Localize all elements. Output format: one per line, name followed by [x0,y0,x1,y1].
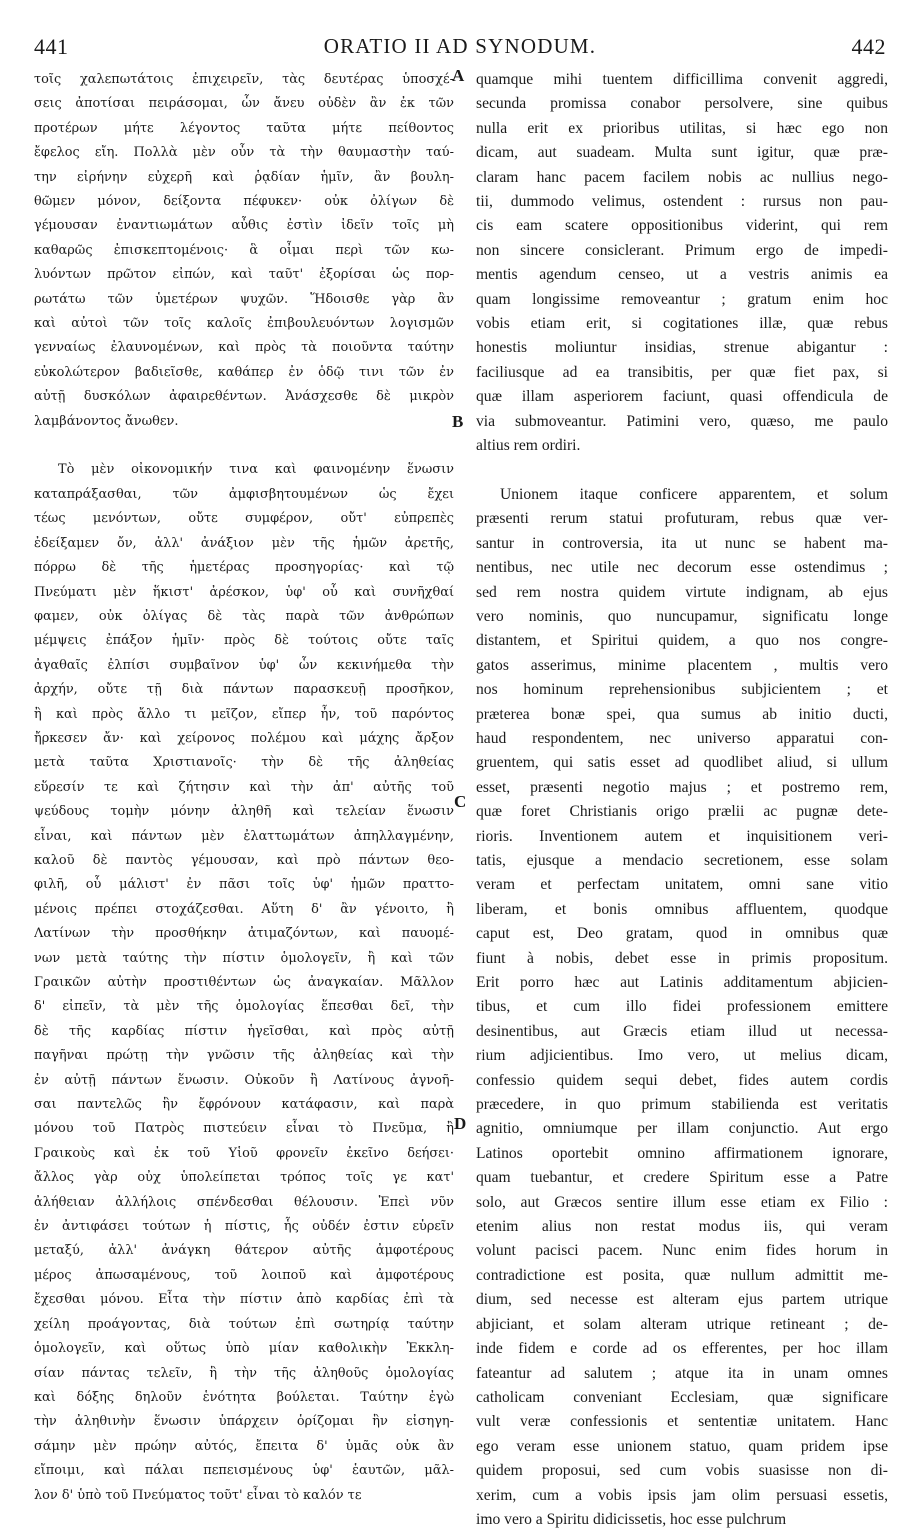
greek-text-line: ἤρκεσεν ἄν· καὶ χείρονος πολέμου καὶ μάχης ἄρξον [34,730,454,746]
paragraph-gap [34,434,454,458]
latin-text-line: præterea bonæ spei, qua sumus ab initio ducti, [476,705,888,723]
latin-text-line: non sincere consiclerant. Primum ergo de impedi- [476,241,888,259]
greek-text-line: ἀλήθειαν ἀλλήλοις σπένδεσθαι θέλουσιν. Ἐπεὶ νῦν [34,1194,454,1210]
latin-text-line: præsenti rerum statui profuturam, rebus quæ ver- [476,510,888,528]
latin-text-line: xerim, cum a vobis ipsis jam olim persuasi essetis, [476,1486,888,1504]
greek-text-line: δ' εἰπεῖν, τὰ μὲν τῆς ὁμολογίας ἕπεσθαι δεῖ, τὴν [34,999,454,1015]
greek-text-line: Λατίνων τὴν προσθήκην ἀτιμαζόντων, καὶ παυομέ- [34,926,454,942]
latin-text-line: quamque mihi tuentem difficillima convenit aggredi, [476,71,888,88]
greek-text-line: φαμεν, οὐκ ὀλίγας δὲ τὰς παρὰ τῶν ἀνθρώπων [34,608,454,624]
latin-text-line: nentibus, nec utile nec decorum esse ostendimus ; [476,559,888,577]
greek-text-line: γέμουσαν ἐναντιωμάτων αὖθις ἐστὶν ἰδεῖν τοῖς μὴ [34,218,454,234]
section-marker-d: D [454,1114,467,1133]
greek-text-line: μετὰ ταῦτα Χριστιανοῖς· τὴν δὲ τῆς ἀληθείας [34,755,454,771]
latin-text-line: mentis agendum censeo, ut a vestris animis ea [476,266,888,284]
latin-text-line: sed rem nostra quidem virtute indignam, ab ejus [476,583,888,601]
latin-text-line: cis eam scatere oppositionibus viderint, qui rem [476,217,888,235]
latin-text-line: Erit porro hæc aut Latinis additamentum abjicien- [476,974,888,992]
greek-text-line: φιλῆ, οὗ μάλιστ' ἐν πᾶσι τοῖς ὑφ' ἡμῶν πραττο- [34,877,454,893]
latin-column [476,68,888,1532]
greek-text-line: θῶμεν μόνον, δείξοντα πέφυκεν· οὐκ ὀλίγων δὲ [34,194,454,210]
latin-text-line: vobis etiam erit, si cogitationes illæ, quæ rebus [476,315,888,333]
latin-text-line: quidem proposui, sed cum vobis suasisse non di- [476,1462,888,1480]
greek-text-line: σίαν πάντας τελεῖν, ἣ τὴν τῆς ἀληθοῦς ὁμολογίας [34,1365,454,1381]
greek-text-line: σεις ἀποτίσαι πειράσομαι, ὧν ἄνευ οὐδὲν ἂν ἐκ τῶν [34,96,454,112]
section-marker-b: B [452,412,464,431]
section-marker-a: A [452,66,465,85]
latin-text-line: etenim alius non restat modus iis, qui veram [476,1218,888,1236]
greek-text-line: τοῖς χαλεπωτάτοις ἐπιχειρεῖν, τὰς δευτέρας ὑποσχέ- [34,72,454,87]
greek-text-line: προτέρων μήτε λέγοντος ταῦτα μήτε πείθοντος [34,120,454,136]
latin-text-line: vero nominis, quo nuncupamur, significatu longe [476,607,888,625]
latin-text-line: claram hanc pacem facilem nobis ac nullius nego- [476,168,888,186]
latin-text-line: volunt pacisci pacem. Nunc enim fides horum in [476,1242,888,1260]
latin-text-line: via submoveantur. Patimini vero, quæso, me paulo [476,412,888,430]
latin-text-line: solo, aut Græcos sentire illum esse etiam ex Filio : [476,1193,888,1211]
greek-text-line: δὲ τῆς καρδίας πίστιν ἡγεῖσθαι, καὶ πρὸς αὐτῇ [34,1023,454,1039]
greek-text-line: ἐν αὐτῇ πάντων ἕνωσιν. Οὐκοῦν ἢ Λατίνους ἀγνοῆ- [34,1072,454,1088]
greek-text-line: γενναίως ἐλαυνομένων, καὶ πρὸς τὰ ποιοῦντα ταύτην [34,340,454,356]
latin-text-line: contradictione est posita, quæ nullum admittit me- [476,1266,888,1284]
latin-text-line: dium, sed necesse est alteram ejus partem utrique [476,1291,888,1309]
latin-text-line: santur in controversia, ita ut nunc se habent ma- [476,534,888,552]
greek-text-line: ἐν ἀντιφάσει τούτων ἡ πίστις, ἧς οὐδέν ἐστιν εὑρεῖν [34,1219,454,1235]
latin-text-line: altius rem ordiri. [476,437,581,455]
latin-text-line: agnitio, omniumque per illam conjunctio. Aut ergo [476,1120,888,1138]
greek-text-line: ἀρχήν, οὔτε τῇ διὰ πάντων παρασκευῇ προσῆκον, [34,682,454,698]
latin-text-line: veram et perfectam unitatem, omni sane vitio [476,876,888,894]
greek-text-line: μένοις πρέπει στοχάζεσθαι. Αὕτη δ' ἂν γένοιτο, ἢ [34,901,454,917]
paragraph-gap [476,459,888,483]
greek-text-line: Γραικοὺς καὶ ἐκ τοῦ Υἱοῦ φρονεῖν ἐκεῖνο δεήσει· [34,1145,454,1161]
latin-text-line: quam longissime removeantur ; gratum enim hoc [476,290,888,308]
greek-text-line: μόνου τοῦ Πατρὸς πιστεύειν εἶναι τὸ Πνεῦμα, ἢ [34,1121,454,1137]
latin-text-line: liberam, et bonis omnibus affluentem, quodque [476,900,888,918]
latin-text-line: rium adjicientibus. Imo vero, ut melius dicam, [476,1047,888,1065]
greek-text-line: λον δ' ὑπὸ τοῦ Πνεύματος τοῦτ' εἶναι τὸ καλόν τε [34,1487,362,1503]
latin-text-line: desinentibus, aut Græcis etiam illud ut necessa- [476,1022,888,1040]
greek-text-line: λαμβάνοντος ἄνωθεν. [34,413,179,429]
greek-text-line: εὕρεσίν τε καὶ ζήτησιν καὶ τὴν ἀπ' αὐτῆς τοῦ [34,779,454,795]
latin-text-line: haud respondentem, nec universo apparatui con- [476,729,888,747]
greek-text-line: Τὸ μὲν οἰκονομικήν τινα καὶ φαινομένην ἕνωσιν [58,462,454,478]
greek-text-line: εὐκολώτερον βαδιεῖσθε, καθάπερ ἐν ὁδῷ τινι τῶν ἐν [34,364,454,380]
page-number-left: 441 [34,34,69,59]
latin-text-line: abjiciant, et solam alteram utrique retineant ; de- [476,1315,888,1333]
greek-text-line: εἴποιμι, καὶ πάλαι πεπεισμένους ὑφ' ἑαυτῶν, μᾶλ- [34,1463,454,1479]
greek-text-line: την εἰρήνην εὐχερῆ καὶ ῥᾳδίαν ἡμῖν, ἂν βουλη- [34,169,454,185]
greek-text-line: καλοῦ δὲ παντὸς γέμουσαν, καὶ πρὸ πάντων θεο- [34,852,454,868]
greek-text-line: ὁμολογεῖν, καὶ οὕτως ὑπὸ μίαν καθολικὴν Ἐκκλη- [34,1341,454,1357]
latin-text-line: nos hominum reprehensionibus subjicientem ; et [476,681,888,699]
greek-text-line: μέρος ἀπωσαμένους, τοῦ λοιποῦ καὶ ἀμφοτέρους [34,1267,454,1283]
greek-text-line: ἔφελος εἴη. Πολλὰ μὲν οὖν τὰ τὴν θαυμαστὴν ταύ- [34,145,454,161]
latin-text-line: gatos asserimus, minime placentem , multis vero [476,656,888,674]
greek-text-line: ρωτάτω τῶν ὑμετέρων ψυχῶν. Ἥδοισθε γὰρ ἂν [34,291,454,307]
greek-text-line: σαι παντελῶς ἣν ἔφρόνουν κατάφασιν, καὶ παρὰ [34,1097,454,1113]
latin-text-line: præcedere, in quo primum stabilienda est veritatis [476,1096,888,1114]
greek-text-line: μέμψεις ἐπάξον ἡμῖν· πρὸς δὲ τούτοις οὔτε ταῖς [34,633,454,649]
page-number-right: 442 [851,34,886,59]
greek-text-line: ἄλλος γὰρ οὐχ ὑπολείπεται τρόπος τοῖς γε κατ' [34,1170,454,1186]
greek-text-line: ἐδείξαμεν ὄν, ἀλλ' ἀνάξιον μὲν τῆς ἡμῶν ἀρετῆς, [34,535,454,551]
latin-text-line: vult veræ confessionis et sententiæ unitatem. Hanc [476,1413,888,1431]
latin-text-line: quam tuebantur, et credere Spiritum esse a Patre [476,1169,888,1187]
page-header [34,34,886,64]
greek-text-line: τὴν ἀληθινὴν ἕνωσιν ὑπάρχειν ὁρίζομαι ἣν εἰσηγη- [34,1414,454,1430]
greek-text-line: ἔχεσθαι μόνου. Εἶτα τὴν πίστιν ἀπὸ καρδίας ἐπὶ τὰ [34,1292,454,1308]
greek-text-line: χείλη προάγοντας, διὰ τούτων ἐπὶ σωτηρίᾳ ταύτην [34,1316,454,1332]
latin-text-line: dicam, aut suadeam. Multa sunt igitur, quæ præ- [476,144,888,162]
latin-text-line: fateantur ad salutem ; atque ita in unam omnes [476,1364,888,1382]
latin-text-line: faciliusque ad ea transibitis, per quæ fiet pax, si [476,363,888,381]
greek-text-line: ἢ καὶ πρὸς ἄλλο τι μεῖζον, εἴπερ ἦν, τοῦ παρόντος [34,706,454,722]
greek-text-line: ἀγαθαῖς ἐλπίσι συμβαῖνον ὑφ' ὧν κεκινήμεθα τὴν [34,657,454,673]
section-marker-c: C [454,792,467,811]
latin-text-line: ego veram esse unionem statuo, quam pridem ipse [476,1437,888,1455]
latin-text-line: fiunt à nobis, debet esse in primis propositum. [476,949,888,967]
greek-text-line: τέως μενόντων, οὔτε συμφέρον, οὔτ' εὐπρεπὲς [34,511,454,527]
greek-text-line: σάμην μὲν πρώην αὐτός, ἔπειτα δ' ὑμᾶς οὐκ ἂν [34,1438,454,1454]
latin-text-line: gruentem, qui satis esset ad quodlibet aliud, si ullum [476,754,888,772]
latin-text-line: confessio quidem sequi debet, fides autem cordis [476,1071,888,1089]
greek-column [34,68,454,1508]
latin-text-line: caput est, Deo gratam, quod in omnibus quæ [476,925,888,943]
greek-text-line: αὐτῇ δυσκόλων ἀφαιρεθέντων. Ἀνάσχεσθε δὲ μικρὸν [34,389,454,405]
greek-text-line: εἶναι, καὶ πάντων μὲν ἐλαττωμάτων ἀπηλλαγμένην, [34,828,454,844]
greek-text-line: καὶ δόξης δηλοῦν ἑνότητα βούλεται. Ταύτην ἐγὼ [34,1389,454,1405]
running-title: ORATIO II AD SYNODUM. [323,34,597,58]
greek-text-line: καταπράξασθαι, τῶν ἀμφισβητουμένων ὡς ἔχει [34,486,454,502]
greek-text-line: Γραικῶν αὐτὴν προστιθέντων ὡς ἀναγκαίαν. Μᾶλλον [34,975,454,991]
latin-text-line: nulla erit ex prioribus utilitas, si hæc ego non [476,119,888,137]
greek-text-line: καθαρῶς ἐπισκεπτομένοις· ἃ οἶμαι περὶ τῶν κω- [34,242,454,258]
latin-text-line: quæ illam asperiorem faciunt, quasi offendicula de [476,388,888,406]
greek-text-line: πόρρω δὲ τῆς ἡμετέρας προσηγορίας· καὶ τῷ [34,560,454,576]
latin-text-line: Latinos oportebit omnino affirmationem ignorare, [476,1144,888,1162]
latin-text-line: distantem, et Spiritui quidem, a quo nos congre- [476,632,888,650]
greek-text-line: ψεύδους τομὴν μόνην ἀληθῆ καὶ τελείαν ἕνωσιν [34,804,454,820]
greek-text-line: μεταξύ, ἀλλ' ἀνάγκη θάτερον αὐτῆς ἀμφοτέρους [34,1243,454,1259]
latin-text-line: honestis moliuntur insidias, strenue abigantur : [476,339,888,357]
latin-text-line: tii, dummodo velimus, ostendent : rursus non pau- [476,193,888,211]
latin-text-line: imo vero a Spiritu didicissetis, hoc esse pulchrum [476,1510,787,1528]
greek-text-line: Πνεύματι μὲν ἥκιστ' ἀρέσκον, ὑφ' οὗ καὶ συνῆχθαί [34,584,454,600]
greek-text-line: παγῆναι πρώτῃ τὴν γνῶσιν τῆς ἀληθείας καὶ τὴν [34,1048,454,1064]
latin-text-line: quæ foret Christianis origo prælii ac pugnæ dete- [476,803,888,821]
greek-text-line: λυόντων πρῶτον εἰπών, καὶ ταῦτ' ἐξορίσαι ὡς πορ- [34,267,454,283]
latin-text-line: Unionem itaque conficere apparentem, et solum [500,485,888,503]
latin-text-line: inde fidem e corde ad os efferentes, per hoc illam [476,1340,888,1358]
latin-text-line: catholicam conveniant Ecclesiam, quæ significare [476,1388,888,1406]
latin-text-line: tibus, et cum illo fidei professionem emittere [476,998,888,1016]
latin-text-line: esset, præsenti negotio majus ; et postremo rem, [476,778,888,796]
latin-text-line: rioris. Inventionem autem et inquisitionem veri- [476,827,888,845]
latin-text-line: secunda promissa conabor persolvere, sine quibus [476,95,888,113]
greek-text-line: νων μετὰ ταύτης τὴν πίστιν ὁμολογεῖν, ἢ καὶ τῶν [34,950,454,966]
greek-text-line: καὶ αὐτοὶ τῶν τοῖς καλοῖς ἐπιβουλευόντων λογισμῶν [34,316,454,332]
latin-text-line: tatis, ejusque a mendacio secretionem, esse solam [476,851,888,869]
